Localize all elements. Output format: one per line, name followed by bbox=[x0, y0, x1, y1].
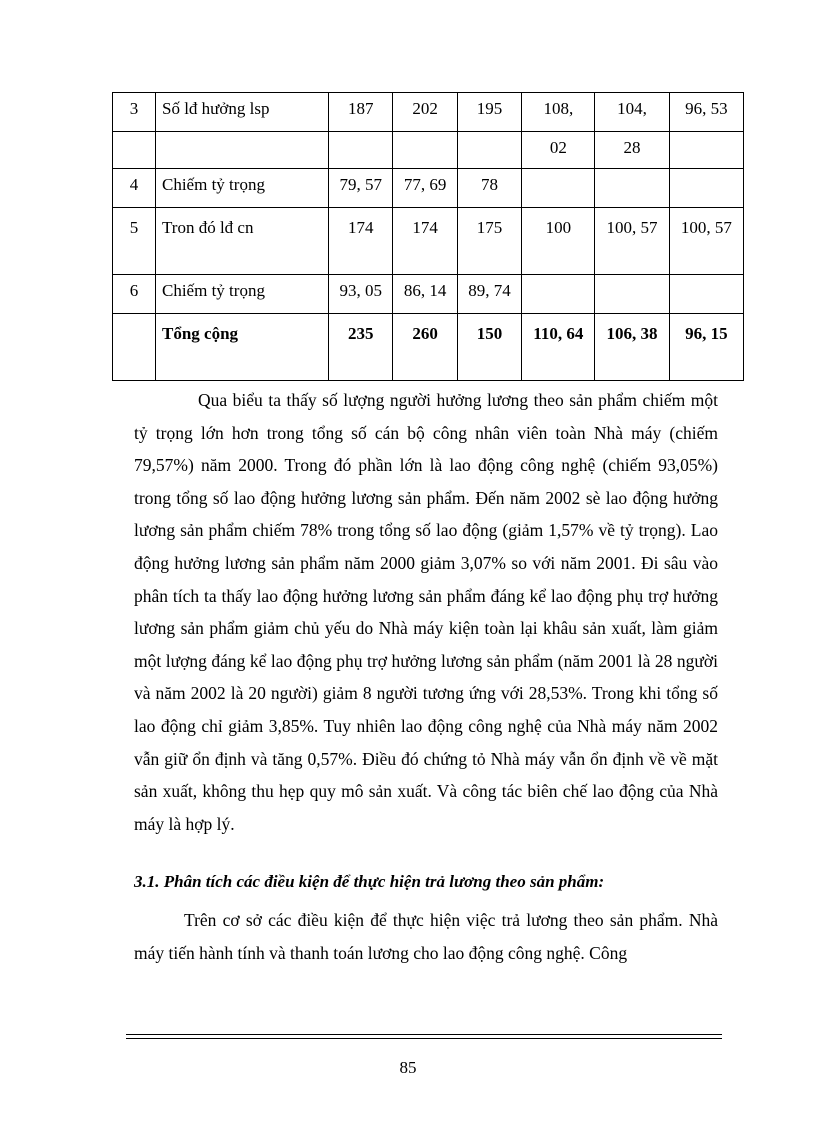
table-cell bbox=[393, 132, 457, 169]
table-cell: 110, 64 bbox=[522, 314, 595, 381]
row-label: Tron đó lđ cn bbox=[156, 208, 329, 275]
row-index: 6 bbox=[113, 275, 156, 314]
table-cell bbox=[595, 169, 669, 208]
table-cell: 28 bbox=[595, 132, 669, 169]
table-cell bbox=[329, 132, 393, 169]
table-cell: 106, 38 bbox=[595, 314, 669, 381]
row-label: Số lđ hưởng lsp bbox=[156, 93, 329, 132]
table-cell: 202 bbox=[393, 93, 457, 132]
table-cell bbox=[522, 275, 595, 314]
row-index: 5 bbox=[113, 208, 156, 275]
row-label: Tổng cộng bbox=[156, 314, 329, 381]
row-index: 3 bbox=[113, 93, 156, 132]
table-cell: 86, 14 bbox=[393, 275, 457, 314]
table-row-total bbox=[113, 314, 744, 381]
table-cell bbox=[669, 132, 743, 169]
table-cell: 77, 69 bbox=[393, 169, 457, 208]
section-heading: 3.1. Phân tích các điều kiện để thực hiện trả lương theo sản phẩm: bbox=[134, 872, 605, 891]
table-cell: 104, bbox=[595, 93, 669, 132]
table-cell: 02 bbox=[522, 132, 595, 169]
labor-table bbox=[112, 92, 744, 381]
footer-divider bbox=[126, 1038, 722, 1039]
row-index bbox=[113, 314, 156, 381]
table-cell: 260 bbox=[393, 314, 457, 381]
table-cell: 195 bbox=[457, 93, 521, 132]
table-cell: 79, 57 bbox=[329, 169, 393, 208]
table-cell: 187 bbox=[329, 93, 393, 132]
table-row bbox=[113, 93, 744, 132]
page-number: 85 bbox=[399, 1058, 417, 1077]
table-cell bbox=[595, 275, 669, 314]
footer-divider bbox=[126, 1034, 722, 1035]
table-cell bbox=[522, 169, 595, 208]
row-label: Chiếm tỷ trọng bbox=[156, 275, 329, 314]
table-row bbox=[113, 275, 744, 314]
table-row bbox=[113, 169, 744, 208]
table-row bbox=[113, 132, 744, 169]
body-paragraph: Trên cơ sở các điều kiện để thực hiện việc trả lương theo sản phẩm. Nhà máy tiến hành tính và thanh toán lương cho lao động công nghệ. Công bbox=[134, 910, 718, 963]
table-cell: 78 bbox=[457, 169, 521, 208]
table-cell: 96, 15 bbox=[669, 314, 743, 381]
table-cell: 100, 57 bbox=[595, 208, 669, 275]
table-cell bbox=[457, 132, 521, 169]
table-cell: 108, bbox=[522, 93, 595, 132]
table-cell: 235 bbox=[329, 314, 393, 381]
row-label bbox=[156, 132, 329, 169]
table-cell bbox=[669, 169, 743, 208]
table-row bbox=[113, 208, 744, 275]
table-cell: 89, 74 bbox=[457, 275, 521, 314]
table-cell: 175 bbox=[457, 208, 521, 275]
table-cell: 100 bbox=[522, 208, 595, 275]
row-label: Chiếm tỷ trọng bbox=[156, 169, 329, 208]
row-index bbox=[113, 132, 156, 169]
body-paragraph: Qua biểu ta thấy số lượng người hưởng lương theo sản phẩm chiếm một tỷ trọng lớn hơn trong tổng số cán bộ công nhân viên toàn Nhà máy (chiếm 79,57%) năm 2000. Trong đó phần lớn là lao động công nghệ (chiếm 93,05%) trong tổng số lao động hưởng lương sản phẩm. Đến năm 2002 sè lao động hưởng lương sản phẩm chiếm 78% trong tổng số lao động (giảm 1,57% về tỷ trọng). Lao động hưởng lương sản phẩm năm 2000 giảm 3,07% so với năm 2001. Đi sâu vào phân tích ta thấy lao động hưởng lương sản phẩm đáng kể lao động phụ trợ hưởng lương sản phẩm giảm chủ yếu do Nhà máy kiện toàn lại khâu sản xuất, làm giảm một lượng đáng kể lao động phụ trợ hưởng lương sản phẩm (năm 2001 là 28 người và năm 2002 là 20 người) giảm 8 người tương ứng với 28,53%. Trong khi tổng số lao động chỉ giảm 3,85%. Tuy nhiên lao động công nghệ của Nhà máy năm 2002 vẫn giữ ổn định và tăng 0,57%. Điều đó chứng tỏ Nhà máy vẫn ổn định về về mặt sản xuất, không thu hẹp quy mô sản xuất. Và công tác biên chế lao động của Nhà máy là hợp lý. bbox=[134, 390, 718, 834]
table-cell bbox=[669, 275, 743, 314]
row-index: 4 bbox=[113, 169, 156, 208]
table-cell: 174 bbox=[329, 208, 393, 275]
table-cell: 174 bbox=[393, 208, 457, 275]
table-cell: 93, 05 bbox=[329, 275, 393, 314]
table-cell: 96, 53 bbox=[669, 93, 743, 132]
table-cell: 100, 57 bbox=[669, 208, 743, 275]
table-cell: 150 bbox=[457, 314, 521, 381]
